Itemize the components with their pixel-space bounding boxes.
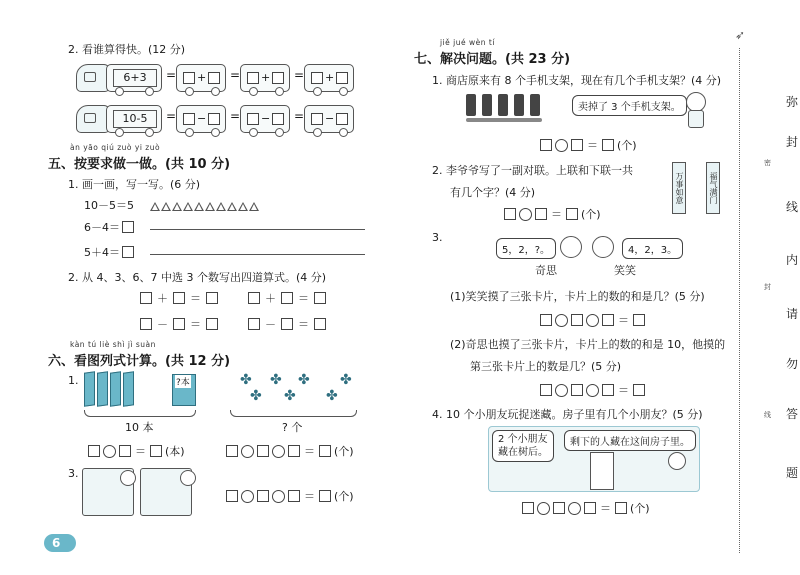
train-car-answer-1: −: [176, 105, 226, 133]
page-number: 6: [52, 536, 61, 550]
q1-speech-bubble: 卖掉了 3 个手机支架。: [572, 95, 687, 116]
r-q3-sub1-answer-row: ＝: [540, 312, 645, 328]
train-car-answer-2: +: [240, 64, 290, 92]
train-row-2: [76, 103, 396, 143]
answer-box[interactable]: [226, 490, 238, 502]
q3-name-left: 奇思: [535, 264, 557, 277]
train-car-answer-1: +: [176, 64, 226, 92]
answer-box[interactable]: [566, 208, 578, 220]
operator-circle[interactable]: [241, 490, 254, 503]
q4-bubble-left-line1: 2 个小朋友: [498, 434, 548, 445]
answer-box[interactable]: [272, 113, 284, 125]
answer-box[interactable]: [633, 314, 645, 326]
s6-q2-total: ? 个: [282, 421, 303, 434]
pinwheels-illustration: [230, 372, 360, 408]
train-expr-box: 10-5: [113, 110, 157, 128]
triangle-icon: [194, 202, 204, 211]
pinwheel-icon: ✤: [298, 372, 310, 388]
answer-box[interactable]: [183, 72, 195, 84]
operator-circle[interactable]: [586, 314, 599, 327]
equals-sign: =: [230, 109, 241, 123]
q4-bubble-left-line2: 藏在树后。: [498, 447, 548, 458]
house-door: [590, 452, 614, 490]
r-q4-text: 4. 10 个小朋友玩捉迷藏。房子里有几个小朋友？(5 分): [432, 408, 703, 421]
r-q3-sub2-answer-row: ＝: [540, 382, 645, 398]
q4-bubble-left: [492, 430, 554, 462]
q4-bubble-right: 剩下的人藏在这间房子里。: [564, 430, 696, 451]
triangle-icon: [216, 202, 226, 211]
answer-box[interactable]: [615, 502, 627, 514]
answer-box[interactable]: [257, 445, 269, 457]
answer-box[interactable]: [281, 318, 293, 330]
answer-box[interactable]: [122, 221, 134, 233]
phone-stand-icon: [498, 94, 508, 116]
section-7-title: 七、解决问题。(共 23 分): [414, 52, 571, 67]
rocket-icon: ➶: [735, 28, 746, 42]
operator-circle[interactable]: [241, 445, 254, 458]
answer-box[interactable]: [140, 292, 152, 304]
unit-label: (本): [165, 445, 185, 458]
girl-icon: [592, 236, 614, 258]
operator-circle[interactable]: [537, 502, 550, 515]
q3-name-right: 笑笑: [614, 264, 636, 277]
pinwheel-icon: ✤: [240, 372, 252, 388]
answer-box[interactable]: [602, 384, 614, 396]
operator-circle[interactable]: [568, 502, 581, 515]
train-car-answer-3: −: [304, 105, 354, 133]
equals-sign: =: [294, 68, 305, 82]
s6-q1-answer-row: ＝ (本): [88, 443, 185, 459]
answer-box[interactable]: [311, 72, 323, 84]
answer-box[interactable]: [535, 208, 547, 220]
s5-q2-row1: ＋ ＝ ＋ ＝: [140, 290, 326, 306]
s5-q2-title: 2. 从 4、3、6、7 中选 3 个数写出四道算式。(4 分): [68, 271, 327, 284]
answer-box[interactable]: [226, 445, 238, 457]
operator-circle[interactable]: [586, 384, 599, 397]
answer-box[interactable]: [247, 72, 259, 84]
s6-q1-total: 10 本: [125, 421, 154, 434]
answer-box[interactable]: [248, 318, 260, 330]
phone-stand-icon: [530, 94, 540, 116]
s5-q2-row2: － ＝ － ＝: [140, 316, 326, 332]
answer-box[interactable]: [140, 318, 152, 330]
side-char: 答: [786, 407, 799, 421]
answer-box[interactable]: [571, 314, 583, 326]
section-6-title: 六、看图列式计算。(共 12 分): [48, 354, 231, 369]
answer-box[interactable]: [319, 490, 331, 502]
answer-box[interactable]: [208, 72, 220, 84]
r-q1-answer-row: ＝ (个): [540, 137, 637, 153]
answer-box[interactable]: [272, 72, 284, 84]
answer-box[interactable]: [122, 246, 134, 258]
pinwheel-icon: ✤: [340, 372, 352, 388]
answer-box[interactable]: [571, 139, 583, 151]
q3-cards-right: 4，2，3。: [622, 238, 683, 259]
section-7-pinyin: jiě jué wèn tí: [440, 38, 495, 47]
pinwheel-icon: ✤: [270, 372, 282, 388]
books-illustration: [84, 372, 194, 408]
operator-circle[interactable]: [272, 445, 285, 458]
equals-sign: =: [294, 109, 305, 123]
side-char: 弥: [786, 95, 799, 109]
side-char: 内: [786, 253, 799, 267]
phone-stand-icon: [466, 94, 476, 116]
train-row-1: [76, 62, 396, 102]
brace-2: [230, 410, 357, 417]
answer-box[interactable]: [602, 314, 614, 326]
s6-q1-num: 1.: [68, 374, 79, 387]
r-q1-text: 1. 商店原来有 8 个手机支架，现在有几个手机支架？(4 分): [432, 74, 722, 87]
triangle-icon: [227, 202, 237, 211]
answer-box[interactable]: [206, 292, 218, 304]
section-6-pinyin: kàn tú liè shì jì suàn: [70, 340, 156, 349]
r-q3-sub2-b: 第三张卡片上的数是几？(5 分): [470, 360, 622, 373]
s5-q1-row2: [84, 219, 134, 235]
girl-icon: [686, 92, 706, 112]
train-expr-box: 6+3: [113, 69, 157, 87]
answer-box[interactable]: [553, 502, 565, 514]
unit-label: (个): [334, 445, 354, 458]
drawing-line-1: [150, 229, 365, 230]
r-q3-num: 3.: [432, 231, 443, 244]
s6-q2-answer-row: ＝ (个): [226, 443, 354, 459]
operator-circle[interactable]: [103, 445, 116, 458]
answer-box[interactable]: [540, 384, 552, 396]
answer-box[interactable]: [336, 72, 348, 84]
pinwheel-icon: ✤: [250, 388, 262, 404]
section-5-title: 五、按要求做一做。(共 10 分): [48, 157, 231, 172]
answer-box[interactable]: [314, 318, 326, 330]
train-window: [84, 72, 96, 82]
book-stack-label: ?本: [175, 375, 191, 388]
answer-box[interactable]: [206, 318, 218, 330]
answer-box[interactable]: [183, 113, 195, 125]
phone-stand-icon: [514, 94, 524, 116]
answer-box[interactable]: [119, 445, 131, 457]
answer-box[interactable]: [173, 318, 185, 330]
drawing-line-2: [150, 254, 365, 255]
book-icon: [84, 371, 95, 407]
unit-label: (个): [630, 502, 650, 515]
r-q3-sub2-a: (2)奇思也摸了三张卡片，卡片上的数的和是 10，他摸的: [450, 338, 726, 351]
side-char: 线: [786, 200, 799, 214]
r-q2-text-b: 有几个字？(4 分): [450, 186, 536, 199]
answer-box[interactable]: [540, 139, 552, 151]
brace-1: [84, 410, 196, 417]
answer-box[interactable]: [336, 113, 348, 125]
phone-stands-illustration: [466, 94, 546, 128]
train-car-expr: [106, 64, 162, 92]
book-icon: [110, 371, 121, 407]
train-car-answer-3: +: [304, 64, 354, 92]
stand-base: [466, 118, 542, 122]
girl-body-icon: [688, 110, 704, 128]
triangle-icon: [205, 202, 215, 211]
answer-box[interactable]: [150, 445, 162, 457]
boy-icon: [560, 236, 582, 258]
answer-box[interactable]: [522, 502, 534, 514]
child-icon: [120, 470, 136, 486]
answer-box[interactable]: [257, 490, 269, 502]
triangle-icon: [161, 202, 171, 211]
s5-q1-eq3: 5＋4＝: [84, 246, 120, 259]
operator-circle[interactable]: [519, 208, 532, 221]
s5-q1-row3: [84, 244, 134, 260]
r-q2-text-a: 2. 李爷爷写了一副对联。上联和下联一共: [432, 164, 633, 177]
answer-box[interactable]: [281, 292, 293, 304]
pinwheel-icon: ✤: [284, 388, 296, 404]
r-q3-sub1: (1)笑笑摸了三张卡片，卡片上的数的和是几？(5 分): [450, 290, 705, 303]
answer-box[interactable]: [248, 292, 260, 304]
triangle-icon: [172, 202, 182, 211]
s5-q1-title: 1. 画一画，写一写。(6 分): [68, 178, 201, 191]
seal-dotted-line: [739, 48, 740, 553]
operator-circle[interactable]: [272, 490, 285, 503]
couplet-left: 万事如意: [672, 162, 686, 214]
unit-label: (个): [617, 139, 637, 152]
binding-strip: [730, 0, 800, 575]
book-icon: [123, 371, 134, 407]
answer-box[interactable]: [633, 384, 645, 396]
r-q4-answer-row: ＝ (个): [522, 500, 650, 516]
answer-box[interactable]: [319, 445, 331, 457]
answer-box[interactable]: [208, 113, 220, 125]
phone-stand-icon: [482, 94, 492, 116]
equals-sign: =: [230, 68, 241, 82]
side-char: 题: [786, 466, 799, 480]
s6-q3-answer-row: ＝ (个): [226, 488, 354, 504]
pinwheel-icon: ✤: [326, 388, 338, 404]
triangle-icon: [183, 202, 193, 211]
train-window: [84, 113, 96, 123]
unit-label: (个): [581, 208, 601, 221]
side-small-char: 线: [764, 411, 771, 419]
s5-q1-eq1: 10－5＝5: [84, 199, 134, 212]
answer-box[interactable]: [88, 445, 100, 457]
side-char: 封: [786, 135, 799, 149]
answer-box[interactable]: [504, 208, 516, 220]
answer-box[interactable]: [540, 314, 552, 326]
answer-box[interactable]: [288, 445, 300, 457]
triangle-icon: [249, 202, 259, 211]
couplet-right: 福气满门: [706, 162, 720, 214]
s6-q3-num: 3.: [68, 467, 79, 480]
side-char: 勿: [786, 357, 799, 371]
answer-box[interactable]: [584, 502, 596, 514]
side-char: 请: [786, 307, 799, 321]
equals-sign: =: [166, 109, 177, 123]
triangle-row: [150, 196, 260, 215]
q2-title: 2. 看谁算得快。(12 分): [68, 43, 186, 56]
r-q2-answer-row: ＝ (个): [504, 206, 601, 222]
triangle-icon: [150, 202, 160, 211]
side-small-char: 密: [764, 159, 771, 167]
book-icon: [97, 371, 108, 407]
triangle-icon: [238, 202, 248, 211]
s5-q1-eq2: 6－4＝: [84, 221, 120, 234]
section-5-pinyin: àn yāo qiú zuò yi zuò: [70, 143, 161, 152]
answer-box[interactable]: [571, 384, 583, 396]
train-car-expr: [106, 105, 162, 133]
child-icon: [180, 470, 196, 486]
operator-circle[interactable]: [555, 139, 568, 152]
answer-box[interactable]: [311, 113, 323, 125]
train-car-answer-2: −: [240, 105, 290, 133]
answer-box[interactable]: [288, 490, 300, 502]
side-small-char: 封: [764, 283, 771, 291]
answer-box[interactable]: [173, 292, 185, 304]
equals-sign: =: [166, 68, 177, 82]
unit-label: (个): [334, 490, 354, 503]
operator-circle[interactable]: [555, 314, 568, 327]
answer-box[interactable]: [247, 113, 259, 125]
q3-cards-left: 5，2，?。: [496, 238, 556, 259]
answer-box[interactable]: [314, 292, 326, 304]
answer-box[interactable]: [602, 139, 614, 151]
operator-circle[interactable]: [555, 384, 568, 397]
child-icon: [668, 452, 686, 470]
